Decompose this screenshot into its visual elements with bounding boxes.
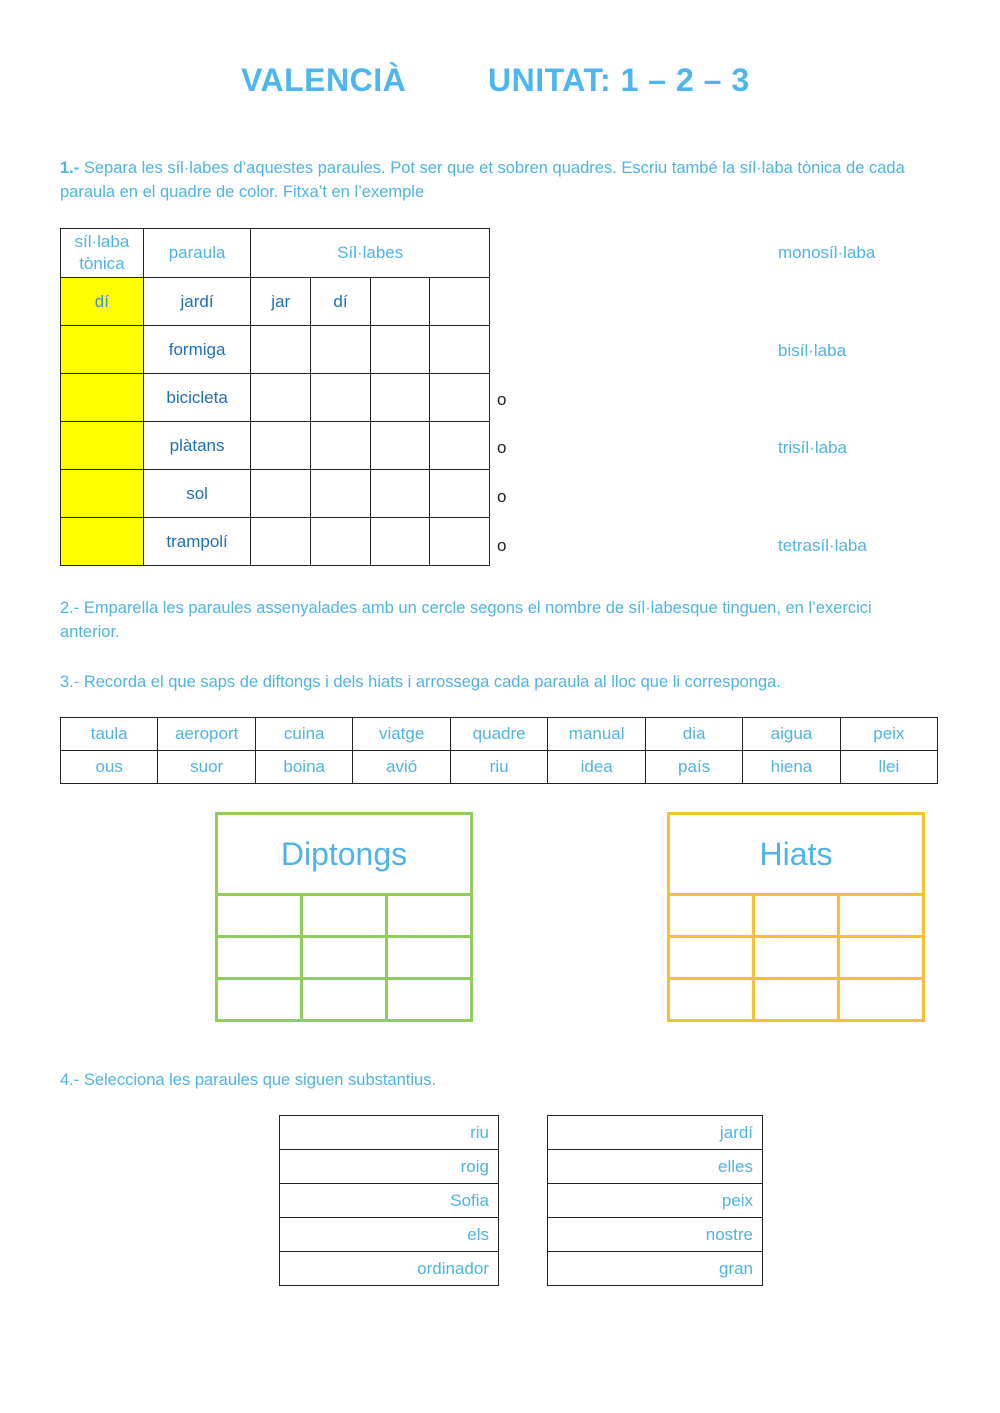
syllable-cell[interactable] [370, 422, 430, 470]
table-row [61, 518, 490, 566]
syllable-cell[interactable]: dí [311, 278, 371, 326]
table-row [61, 326, 490, 374]
diptongs-box [215, 812, 473, 1022]
exercise1-instruction [60, 156, 945, 204]
syllable-type-label[interactable]: bisíl·laba [778, 341, 847, 360]
syllable-cell[interactable] [370, 278, 430, 326]
syllable-cell[interactable] [430, 374, 490, 422]
table-row [61, 422, 490, 470]
word-bank-table [60, 717, 938, 784]
header-tonic: síl·laba tònica [61, 229, 144, 278]
circle-mark[interactable]: o [497, 390, 507, 409]
draggable-word[interactable]: viatge [353, 718, 450, 751]
draggable-word[interactable]: suor [158, 751, 256, 784]
tonic-cell[interactable] [61, 374, 144, 422]
selectable-word[interactable]: gran [548, 1252, 763, 1286]
drop-slot[interactable] [302, 937, 387, 979]
draggable-word[interactable]: quadre [450, 718, 548, 751]
selectable-word[interactable]: ordinador [280, 1252, 499, 1286]
syllable-type-label[interactable]: trisíl·laba [778, 438, 847, 457]
draggable-word[interactable]: idea [548, 751, 646, 784]
hiats-box [667, 812, 925, 1022]
selection-list-left [279, 1115, 499, 1286]
word-cell: bicicleta [143, 374, 251, 422]
drop-slot[interactable] [302, 895, 387, 937]
syllable-cell[interactable] [370, 470, 430, 518]
selection-list-right [547, 1115, 763, 1286]
syllable-type-label[interactable]: tetrasíl·laba [778, 536, 867, 555]
circle-mark[interactable]: o [497, 536, 507, 555]
selectable-word[interactable]: nostre [548, 1218, 763, 1252]
circle-mark[interactable]: o [497, 487, 507, 506]
drop-slot[interactable] [754, 937, 839, 979]
table-row [61, 470, 490, 518]
drop-slot[interactable] [754, 979, 839, 1021]
draggable-word[interactable]: hiena [743, 751, 840, 784]
syllable-cell[interactable] [430, 518, 490, 566]
draggable-word[interactable]: aigua [743, 718, 840, 751]
diptongs-title: Diptongs [217, 814, 472, 895]
syllable-cell[interactable] [251, 326, 311, 374]
syllable-cell[interactable] [430, 326, 490, 374]
subject-title: VALENCIÀ [241, 62, 407, 98]
table-row [61, 374, 490, 422]
syllable-cell[interactable] [311, 518, 371, 566]
circle-mark[interactable]: o [497, 438, 507, 457]
selectable-word[interactable]: roig [280, 1150, 499, 1184]
tonic-cell[interactable] [61, 326, 144, 374]
draggable-word[interactable]: dia [645, 718, 742, 751]
tonic-cell[interactable] [61, 518, 144, 566]
header-syllables: Síl·labes [251, 229, 490, 278]
draggable-word[interactable]: ous [61, 751, 158, 784]
syllable-cell[interactable] [370, 326, 430, 374]
exercise1-number: 1.- [60, 159, 80, 177]
draggable-word[interactable]: aeroport [158, 718, 256, 751]
drop-slot[interactable] [669, 895, 754, 937]
drop-slot[interactable] [839, 979, 924, 1021]
drop-slot[interactable] [669, 979, 754, 1021]
syllable-cell[interactable] [311, 422, 371, 470]
tonic-cell[interactable] [61, 422, 144, 470]
draggable-word[interactable]: peix [840, 718, 937, 751]
draggable-word[interactable]: país [645, 751, 742, 784]
drop-slot[interactable] [217, 937, 302, 979]
word-cell: trampolí [143, 518, 251, 566]
drop-slot[interactable] [839, 937, 924, 979]
drop-slot[interactable] [217, 895, 302, 937]
draggable-word[interactable]: avió [353, 751, 450, 784]
syllable-cell[interactable] [311, 470, 371, 518]
syllable-cell[interactable] [311, 374, 371, 422]
syllable-cell[interactable] [251, 374, 311, 422]
selectable-word[interactable]: riu [280, 1116, 499, 1150]
syllable-cell[interactable] [251, 422, 311, 470]
syllable-type-label[interactable]: monosíl·laba [778, 243, 876, 262]
syllable-cell[interactable]: jar [251, 278, 311, 326]
draggable-word[interactable]: riu [450, 751, 548, 784]
draggable-word[interactable]: manual [548, 718, 646, 751]
word-cell: formiga [143, 326, 251, 374]
selectable-word[interactable]: els [280, 1218, 499, 1252]
syllable-cell[interactable] [251, 470, 311, 518]
syllable-cell[interactable] [430, 422, 490, 470]
syllable-cell[interactable] [430, 470, 490, 518]
syllable-cell[interactable] [311, 326, 371, 374]
syllable-table [60, 228, 490, 566]
selectable-word[interactable]: elles [548, 1150, 763, 1184]
syllable-cell[interactable] [370, 518, 430, 566]
selectable-word[interactable]: jardí [548, 1116, 763, 1150]
drop-slot[interactable] [387, 979, 472, 1021]
selectable-word[interactable]: peix [548, 1184, 763, 1218]
draggable-word[interactable]: cuina [256, 718, 353, 751]
syllable-cell[interactable] [430, 278, 490, 326]
drop-slot[interactable] [217, 979, 302, 1021]
exercise2-instruction: 2.- Emparella les paraules assenyalades amb un cercle segons el nombre de síl·labesque tinguen, en l’exercici anterior. [60, 599, 872, 641]
exercise3-instruction: 3.- Recorda el que saps de diftongs i dels hiats i arrossega cada paraula al lloc que li corresponga. [60, 673, 781, 691]
drop-slot[interactable] [302, 979, 387, 1021]
drop-slot[interactable] [387, 937, 472, 979]
word-cell: plàtans [143, 422, 251, 470]
tonic-cell[interactable]: dí [61, 278, 144, 326]
exercise1-text: Separa les síl·labes d’aquestes paraules. Pot ser que et sobren quadres. Escriu també la síl·laba tònica de cada paraula en el quadre de color. Fitxa’t en l’exemple [60, 159, 905, 201]
hiats-title: Hiats [669, 814, 924, 895]
header-word: paraula [143, 229, 251, 278]
draggable-word[interactable]: taula [61, 718, 158, 751]
table-row [61, 278, 490, 326]
syllable-cell[interactable] [251, 518, 311, 566]
draggable-word[interactable]: boina [256, 751, 353, 784]
exercise4-instruction: 4.- Selecciona les paraules que siguen substantius. [60, 1071, 437, 1089]
drop-slot[interactable] [387, 895, 472, 937]
word-cell: sol [143, 470, 251, 518]
draggable-word[interactable]: llei [840, 751, 937, 784]
drop-slot[interactable] [754, 895, 839, 937]
selectable-word[interactable]: Sofia [280, 1184, 499, 1218]
word-cell: jardí [143, 278, 251, 326]
tonic-cell[interactable] [61, 470, 144, 518]
drop-slot[interactable] [839, 895, 924, 937]
drop-slot[interactable] [669, 937, 754, 979]
unit-title: UNITAT: 1 – 2 – 3 [488, 62, 750, 98]
syllable-cell[interactable] [370, 374, 430, 422]
